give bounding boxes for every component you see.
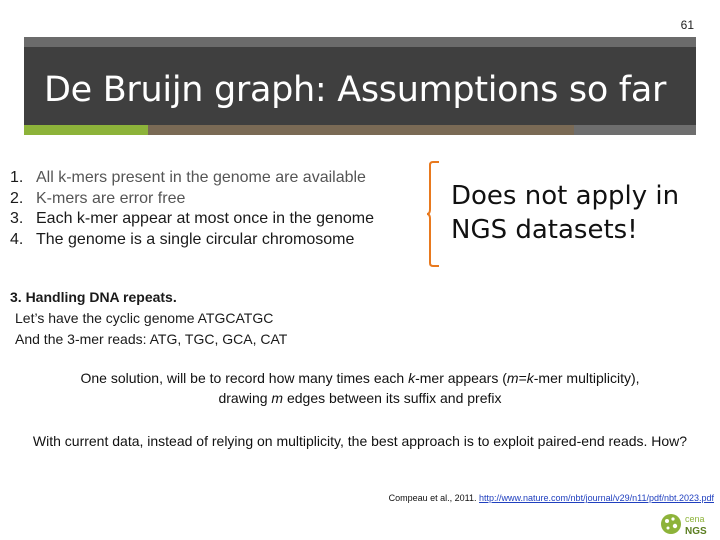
callout-line-1: Does not apply in [451, 181, 680, 211]
text-span: -mer multiplicity), [533, 370, 640, 386]
accent-bar-brown [148, 125, 574, 135]
assumption-item [10, 189, 374, 210]
accent-bar-green [24, 125, 148, 135]
section-heading: 3. Handling DNA repeats. [10, 289, 177, 305]
header-top-bar [24, 37, 696, 47]
assumption-text: K-mers are error free [36, 189, 186, 207]
assumption-item [10, 209, 374, 230]
genome-example: Let’s have the cyclic genome ATGCATGC [15, 310, 274, 326]
assumption-number: 4. [10, 230, 24, 248]
assumption-text: All k-mers present in the genome are available [36, 169, 366, 186]
assumption-item [10, 168, 374, 189]
italic-m: m [271, 390, 284, 406]
assumption-number: 2. [10, 189, 24, 207]
reads-example: And the 3-mer reads: ATG, TGC, GCA, CAT [15, 331, 288, 347]
assumption-text: The genome is a single circular chromosome [36, 230, 355, 248]
text-span: -mer appears ( [415, 370, 507, 386]
assumption-number: 3. [10, 210, 24, 227]
callout-line-2: NGS datasets! [451, 215, 638, 245]
citation-text: Compeau et al., 2011. [388, 493, 480, 503]
italic-k: k [526, 370, 534, 386]
text-span: drawing [218, 390, 272, 406]
italic-k: k [408, 370, 416, 386]
cena-ngs-logo [659, 510, 717, 538]
callout-text [451, 179, 679, 247]
solution-paragraph [0, 368, 720, 408]
curly-bracket-icon [426, 161, 440, 267]
assumption-number: 1. [10, 169, 24, 186]
citation-link[interactable]: http://www.nature.com/nbt/journal/v29/n11/pdf/nbt.2023.pdf [479, 493, 714, 503]
text-span: One solution, will be to record how many times each [80, 370, 409, 386]
slide-title: De Bruijn graph: Assumptions so far [44, 70, 667, 110]
paired-end-paragraph: With current data, instead of relying on multiplicity, the best approach is to exploit paired-end reads. How? [32, 433, 688, 449]
text-span: = [518, 370, 527, 386]
accent-bar-gray [574, 125, 696, 135]
logo-text-bottom: NGS [685, 526, 707, 537]
assumption-item [10, 230, 374, 251]
assumption-text: Each k-mer appear at most once in the genome [36, 210, 374, 227]
text-span: edges between its suffix and prefix [283, 390, 502, 406]
citation [389, 493, 714, 503]
logo-text-top: cena [685, 514, 705, 524]
italic-m: m [506, 370, 519, 386]
slide-number: 61 [680, 18, 694, 32]
assumptions-list [10, 168, 374, 250]
